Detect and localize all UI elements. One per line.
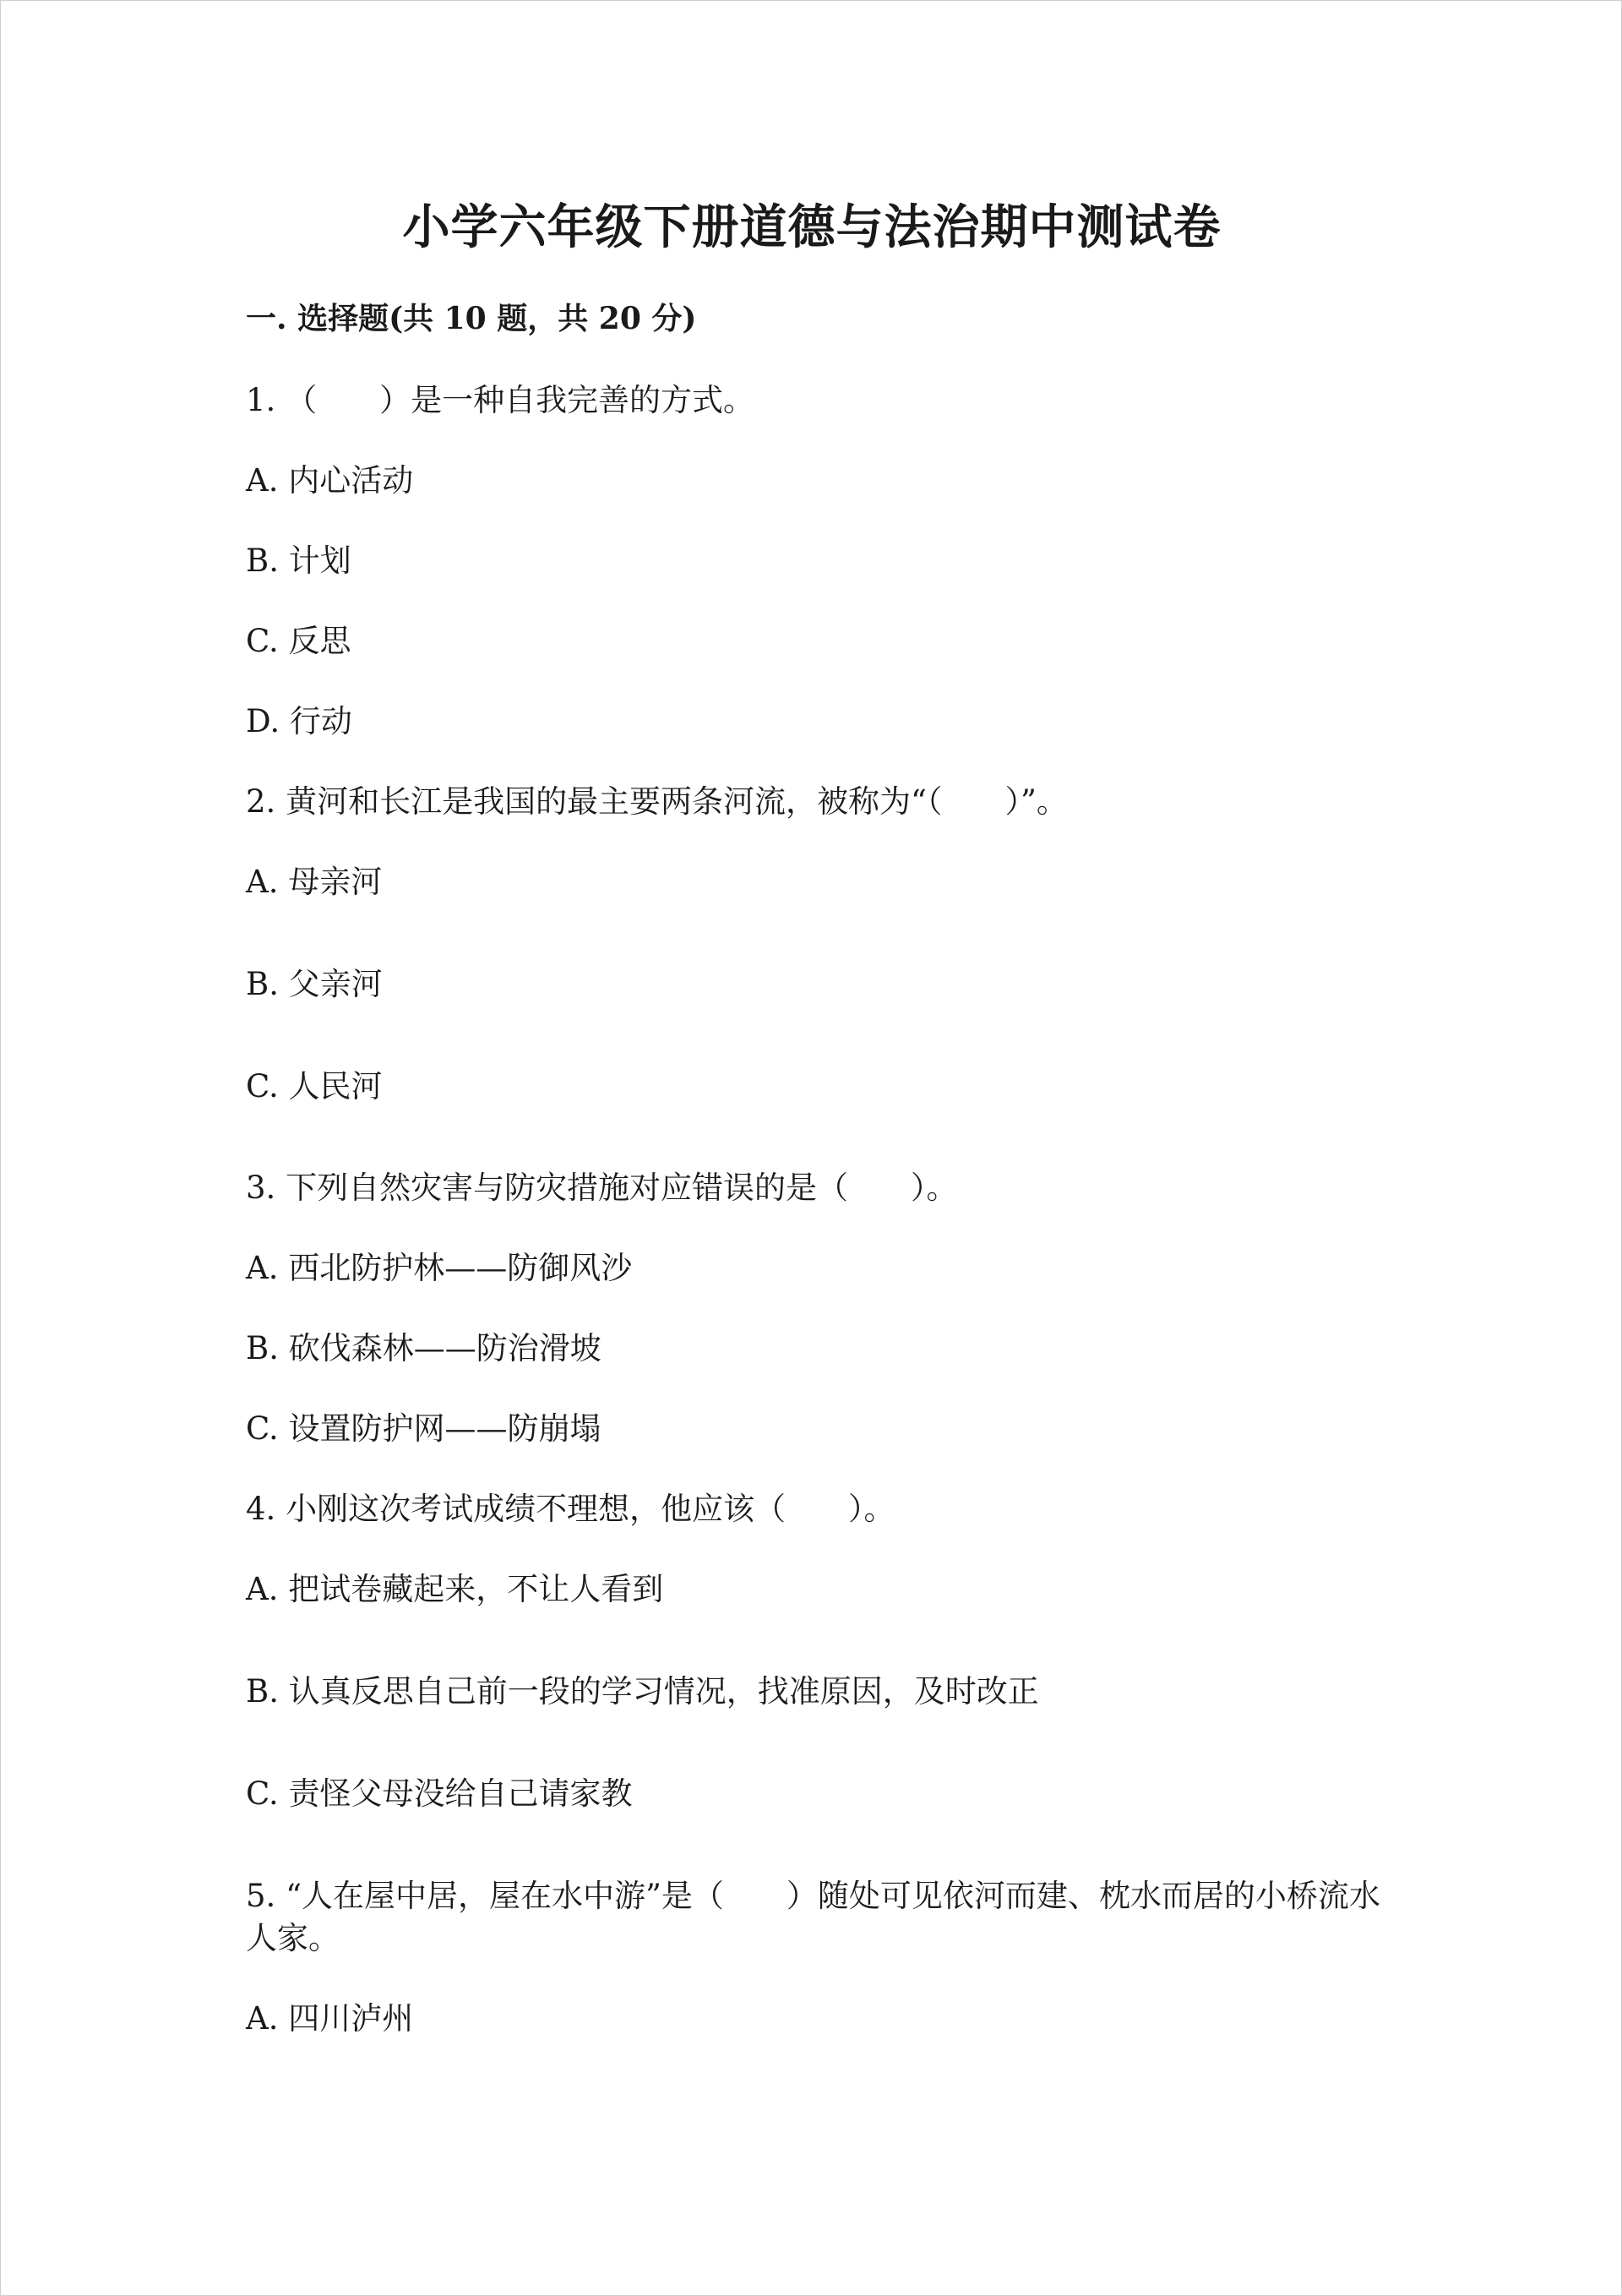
question-4-option-c: C. 责怪父母没给自己请家教: [246, 1775, 633, 1812]
question-1-option-c: C. 反思: [246, 623, 351, 659]
question-4-stem: 4. 小刚这次考试成绩不理想，他应该（ ）。: [246, 1491, 895, 1527]
question-2-option-c: C. 人民河: [246, 1068, 383, 1104]
question-4-option-a: A. 把试卷藏起来，不让人看到: [246, 1571, 664, 1607]
exam-title: 小学六年级下册道德与法治期中测试卷: [402, 199, 1222, 255]
question-1-option-a: A. 内心活动: [246, 462, 414, 499]
question-2-option-a: A. 母亲河: [246, 864, 383, 900]
question-1-stem: 1. （ ）是一种自我完善的方式。: [246, 382, 755, 418]
question-5-option-a: A. 四川泸州: [246, 2000, 414, 2037]
question-3-option-b: B. 砍伐森林——防治滑坡: [246, 1330, 601, 1366]
question-2-stem: 2. 黄河和长江是我国的最主要两条河流，被称为“（ ）”。: [246, 783, 1068, 820]
question-1-option-d: D. 行动: [246, 703, 352, 739]
question-4-option-b: B. 认真反思自己前一段的学习情况，找准原因，及时改正: [246, 1673, 1039, 1710]
section-heading: 一. 选择题(共 10 题，共 20 分): [246, 301, 697, 336]
question-2-option-b: B. 父亲河: [246, 966, 383, 1002]
question-5-stem: 5. “人在屋中居，屋在水中游”是（ ）随处可见依河而建、枕水而居的小桥流水人家。: [246, 1878, 1380, 1956]
question-1-option-b: B. 计划: [246, 543, 351, 579]
question-3-stem: 3. 下列自然灾害与防灾措施对应错误的是（ ）。: [246, 1170, 958, 1206]
question-3-option-c: C. 设置防护网——防崩塌: [246, 1410, 601, 1447]
question-3-option-a: A. 西北防护林——防御风沙: [246, 1250, 633, 1286]
